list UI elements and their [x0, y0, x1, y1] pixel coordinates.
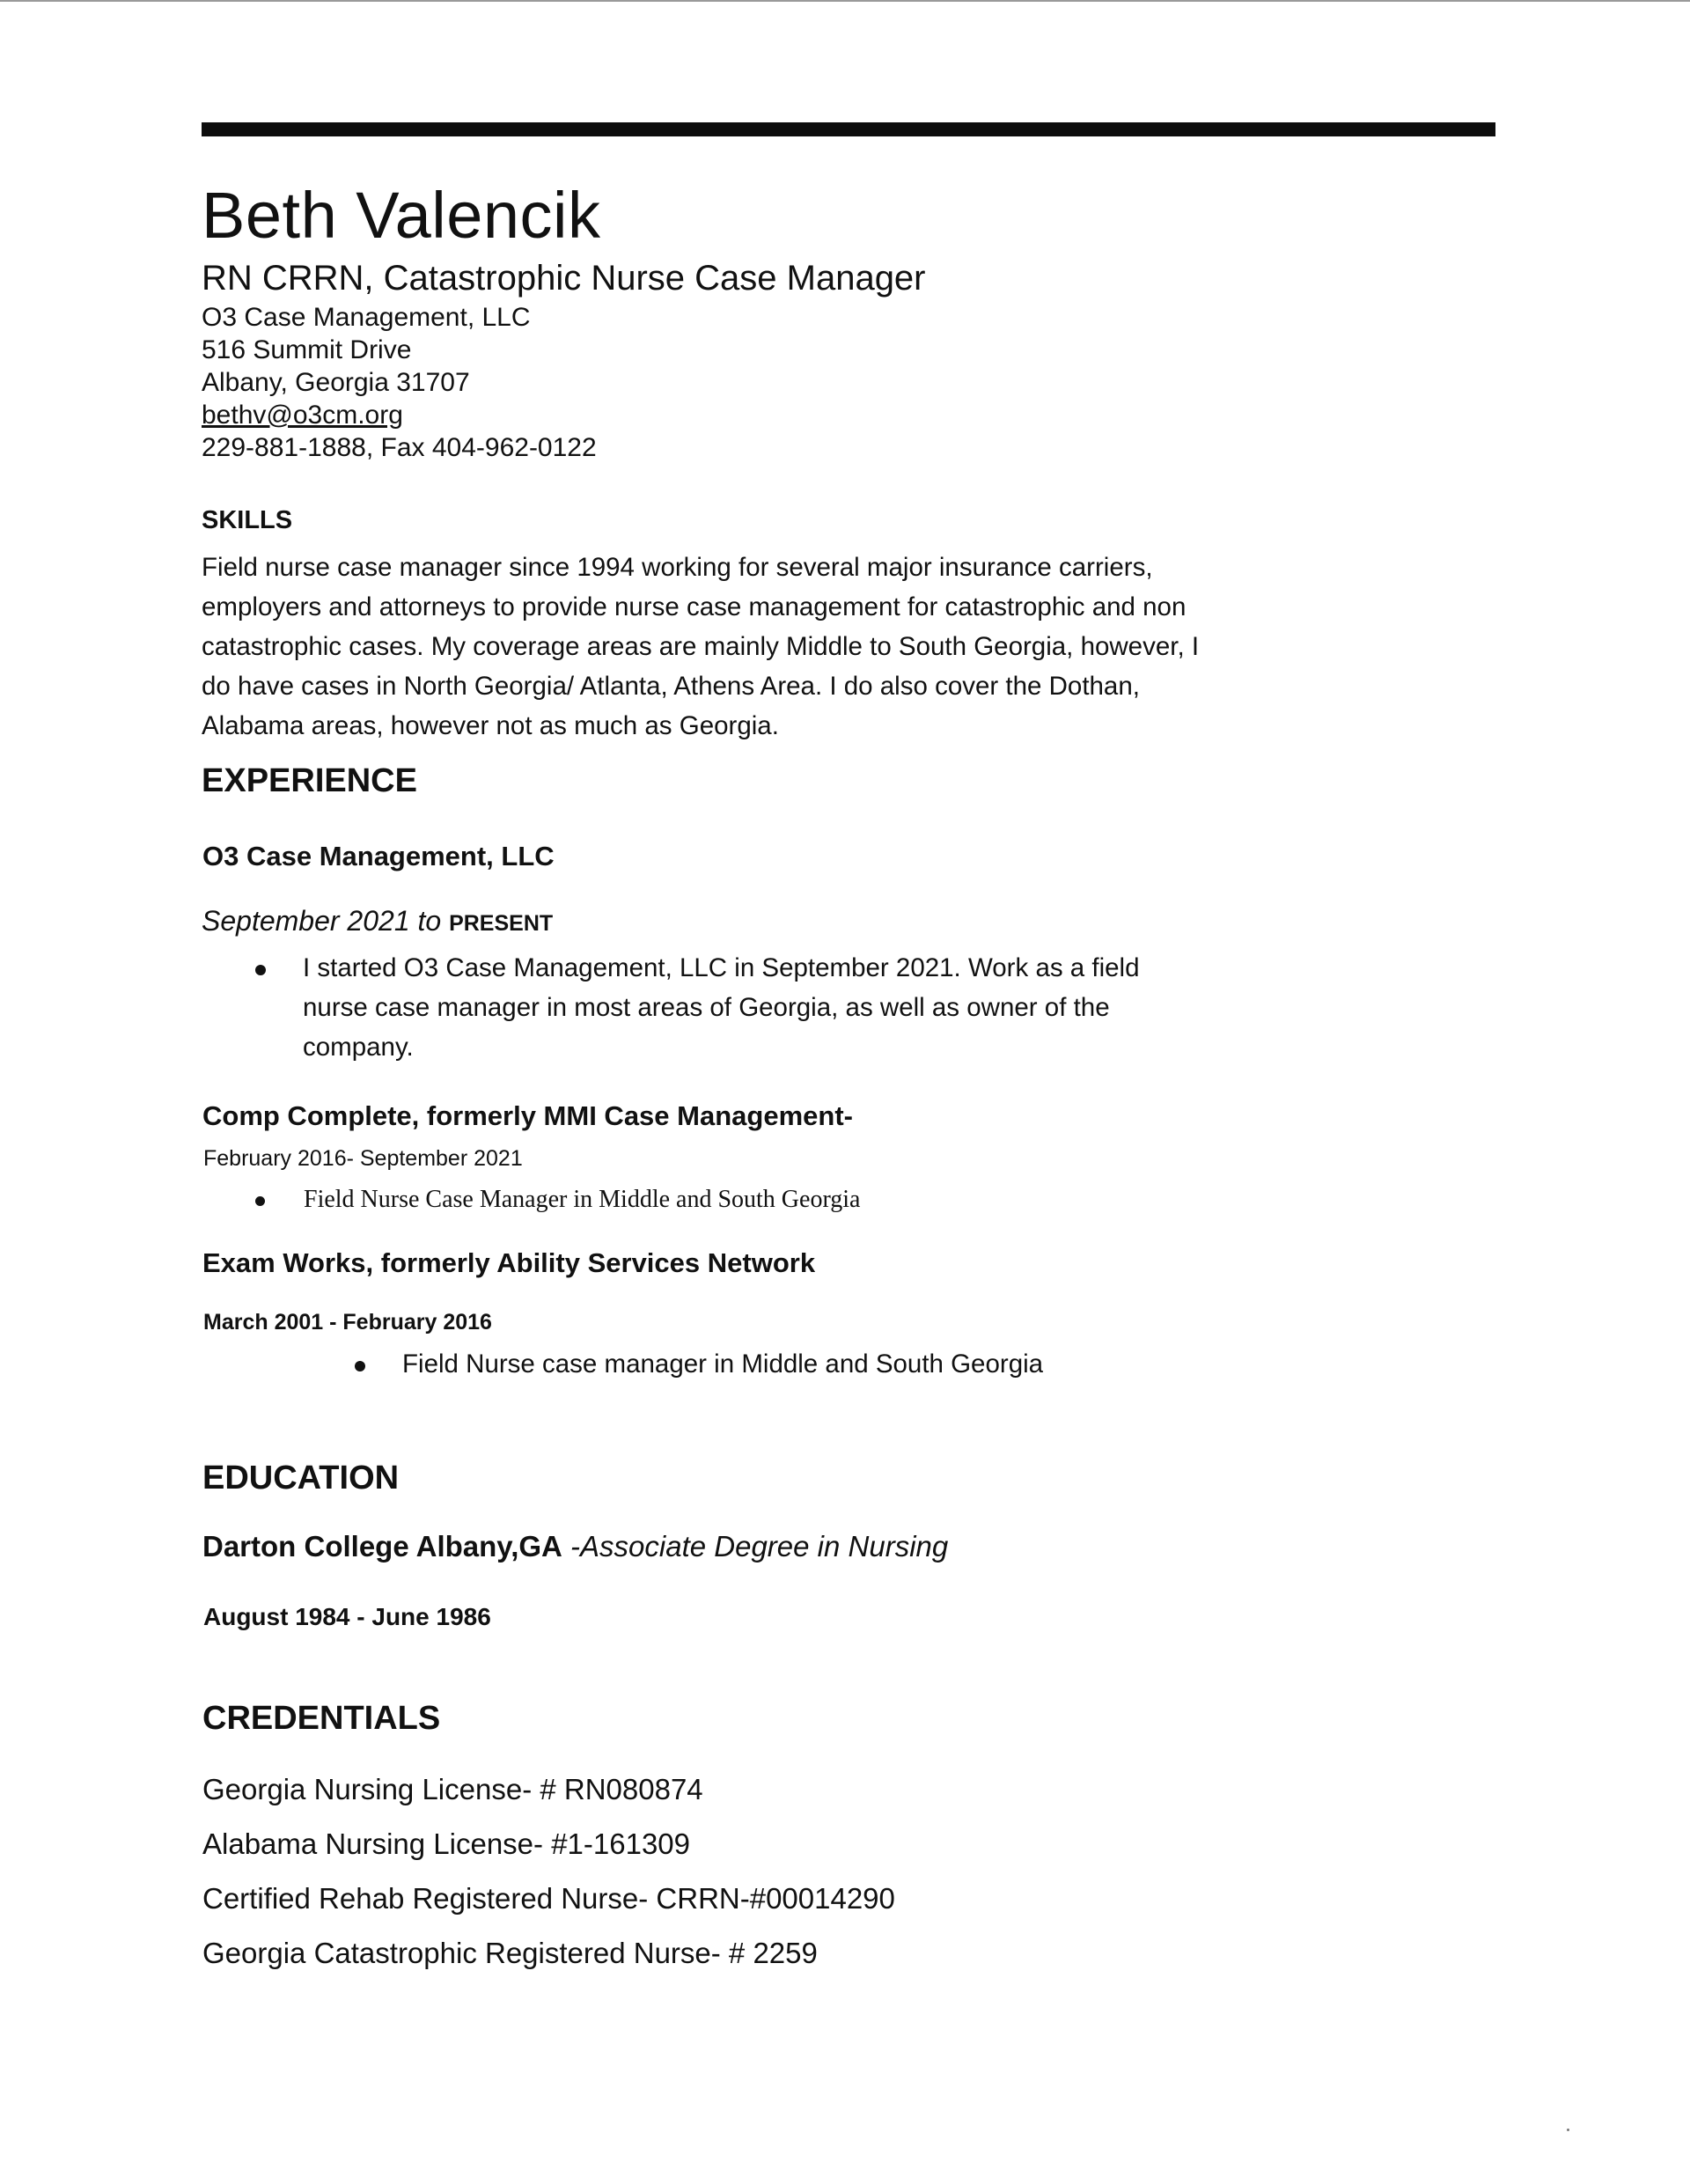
credential-item: Certified Rehab Registered Nurse- CRRN-#00014290: [202, 1882, 895, 1915]
job-bullet-line: Field Nurse case manager in Middle and South Georgia: [402, 1349, 1044, 1379]
credential-item: Georgia Catastrophic Registered Nurse- # 2259: [202, 1937, 818, 1969]
skills-line: Field nurse case manager since 1994 working for several major insurance carriers,: [202, 553, 1153, 582]
education-period: August 1984 - June 1986: [203, 1603, 491, 1630]
skills-line: Alabama areas, however not as much as Georgia.: [202, 711, 779, 740]
education-degree: -Associate Degree in Nursing: [562, 1530, 949, 1563]
job-company: Exam Works, formerly Ability Services Network: [202, 1247, 816, 1278]
resume-name: Beth Valencik: [202, 179, 601, 252]
job-bullet-line: company.: [303, 1033, 414, 1062]
bullet-icon: [355, 1361, 365, 1371]
education-entry: [202, 1530, 948, 1563]
job-company: Comp Complete, formerly MMI Case Management-: [202, 1100, 853, 1131]
credential-item: Georgia Nursing License- # RN080874: [202, 1773, 703, 1805]
job-bullet-line: nurse case manager in most areas of Georgia, as well as owner of the: [303, 993, 1110, 1022]
scan-speck: [1567, 2129, 1569, 2131]
job-period: March 2001 - February 2016: [203, 1310, 492, 1335]
job-bullet-line: I started O3 Case Management, LLC in September 2021. Work as a field: [303, 953, 1140, 982]
education-school: Darton College Albany,GA: [202, 1530, 562, 1563]
header-rule: [202, 122, 1495, 136]
skills-line: employers and attorneys to provide nurse case management for catastrophic and non: [202, 592, 1187, 621]
bullet-icon: [255, 1196, 265, 1206]
credential-item: Alabama Nursing License- #1-161309: [202, 1827, 691, 1860]
contact-city: Albany, Georgia 31707: [202, 368, 470, 397]
education-heading: EDUCATION: [202, 1460, 400, 1496]
skills-line: do have cases in North Georgia/ Atlanta, Athens Area. I do also cover the Dothan,: [202, 672, 1140, 701]
job-period: February 2016- September 2021: [203, 1146, 523, 1171]
credentials-heading: CREDENTIALS: [202, 1700, 441, 1737]
scan-edge-line: [0, 0, 1690, 2]
contact-street: 516 Summit Drive: [202, 335, 412, 364]
job-period-start: September 2021 to: [202, 905, 442, 937]
contact-company: O3 Case Management, LLC: [202, 303, 531, 332]
job-period-end: PRESENT: [449, 911, 554, 936]
contact-email-link[interactable]: bethv@o3cm.org: [202, 401, 403, 430]
skills-line: catastrophic cases. My coverage areas are mainly Middle to South Georgia, however, I: [202, 632, 1200, 661]
bullet-icon: [255, 965, 266, 975]
experience-heading: EXPERIENCE: [202, 762, 417, 799]
job-bullet-line: Field Nurse Case Manager in Middle and South Georgia: [304, 1186, 861, 1213]
job-company: O3 Case Management, LLC: [202, 841, 555, 871]
job-period: [202, 905, 553, 938]
resume-title: RN CRRN, Catastrophic Nurse Case Manager: [202, 259, 926, 298]
skills-heading: SKILLS: [202, 506, 293, 534]
contact-phone: 229-881-1888, Fax 404-962-0122: [202, 433, 597, 462]
